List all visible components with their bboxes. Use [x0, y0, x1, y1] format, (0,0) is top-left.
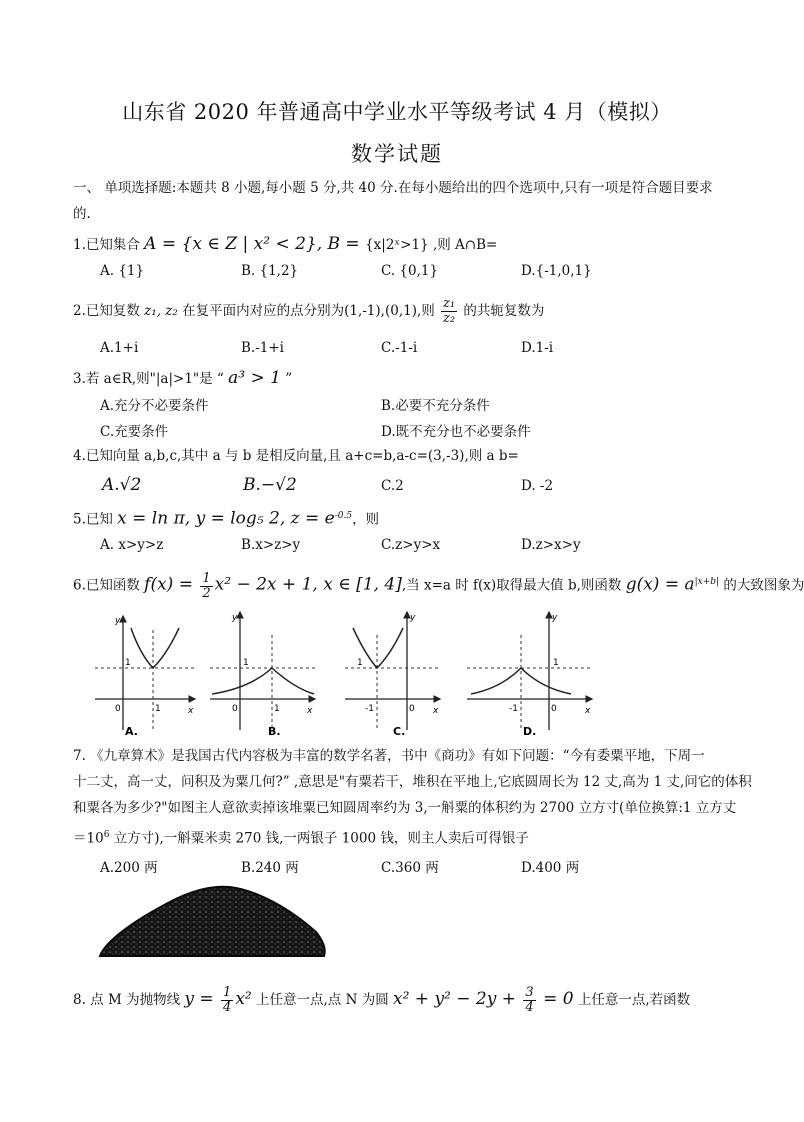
- q1-option-b: B. {1,2}: [241, 263, 299, 279]
- svg-text:1: 1: [125, 658, 131, 668]
- q4-option-d: D. -2: [521, 478, 554, 494]
- page-title: 山东省 2020 年普通高中学业水平等级考试 4 月（模拟）: [122, 100, 672, 124]
- question-7-line4: $=10^6$ 立方寸),一斛粟米卖 270 钱,一两银子 1000 钱，则主人卖后可得银子: [73, 830, 529, 847]
- page-subtitle: 数学试题: [351, 142, 443, 166]
- graph-b: [210, 612, 315, 738]
- q3-option-c: C.充要条件: [100, 424, 169, 440]
- q1-set-b: {x|2ˣ>1}: [365, 237, 429, 253]
- graph-a: [95, 616, 195, 738]
- svg-text:0: 0: [551, 704, 557, 714]
- svg-text:0: 0: [232, 704, 238, 714]
- question-1: 1.已知集合 A = {x ∈ Z | x² < 2}, B = {x|2ˣ>1} ,则 A∩B=: [73, 234, 498, 254]
- svg-text:y: y: [232, 613, 238, 623]
- question-7: 7. 《九章算术》是我国古代内容极为丰富的数学名著，书中《商功》有如下问题：“今有委粟平地，下周一: [73, 748, 705, 764]
- question-6: 6.已知函数 f(x) = $\frac{1}{2}$ x² − 2x + 1, x ∈ [1, 4],当 x=a 时 f(x)取得最大值 b,则函数 $g(x) = a^{|x+b|}$ 的大致图象为: [73, 570, 804, 601]
- q6-graphs: [95, 610, 735, 740]
- q1-option-a: A. {1}: [100, 263, 145, 279]
- q5-option-d: D.z>x>y: [521, 537, 581, 553]
- graph-d: [467, 612, 592, 738]
- svg-text:-1: -1: [365, 704, 374, 714]
- question-7-line3: 和粟各为多少?"如图主人意欲卖掉该堆粟已知圆周率约为 3,一斛粟的体积约为 2700 立方寸(单位换算:1 立方丈: [73, 800, 737, 816]
- q4-option-c: C.2: [381, 478, 404, 494]
- section-intro-cont: 的.: [73, 206, 91, 222]
- q1-option-d: D.{-1,0,1}: [521, 263, 592, 279]
- q2-option-c: C.-1-i: [381, 340, 418, 356]
- q2-option-d: D.1-i: [521, 340, 554, 356]
- svg-text:0: 0: [115, 704, 121, 714]
- svg-text:y: y: [115, 616, 121, 626]
- q2-option-a: A.1+i: [100, 340, 139, 356]
- section-intro: 一、 单项选择题:本题共 8 小题,每小题 5 分,共 40 分.在每小题给出的四个选项中,只有一项是符合题目要求: [73, 180, 713, 196]
- q7-option-d: D.400 两: [521, 860, 580, 876]
- svg-text:D.: D.: [523, 725, 537, 738]
- question-7-line2: 十二丈，高一丈，问积及为粟几何?” ,意思是"有粟若干，堆积在平地上,它底圆周长为 12 丈,高为 1 丈,问它的体积: [73, 774, 752, 790]
- graph-c: [345, 612, 440, 738]
- q7-option-b: B.240 两: [241, 860, 299, 876]
- svg-text:x: x: [585, 706, 591, 716]
- svg-text:x: x: [433, 706, 439, 716]
- q5-option-a: A. x>y>z: [100, 537, 164, 553]
- q5-option-c: C.z>y>x: [381, 537, 441, 553]
- q7-option-c: C.360 两: [381, 860, 439, 876]
- q4-option-b: B.−√2: [243, 475, 297, 495]
- q3-option-a: A.充分不必要条件: [100, 398, 209, 414]
- svg-text:1: 1: [553, 658, 559, 668]
- q2-fraction: $\frac{\text{z₁}}{\text{z₂}}$: [443, 296, 456, 326]
- svg-text:x: x: [307, 706, 313, 716]
- question-3: 3.若 a∈R,则"|a|>1"是 “ a³ > 1 ”: [73, 368, 293, 388]
- svg-text:0: 0: [409, 704, 415, 714]
- question-5: 5.已知 x = ln π, y = log₅ 2, $z = e^{-0.5}$，则: [73, 508, 380, 529]
- question-4: 4.已知向量 a,b,c,其中 a 与 b 是相反向量,且 a+c=b,a-c=(3,-3),则 a b=: [73, 448, 519, 464]
- svg-text:y: y: [410, 613, 416, 623]
- svg-text:1: 1: [155, 704, 161, 714]
- grain-pile-image: [96, 880, 328, 960]
- q1-set-a: A = {x ∈ Z | x² < 2}, B =: [144, 234, 366, 254]
- svg-text:x: x: [188, 706, 194, 716]
- q3-option-b: B.必要不充分条件: [381, 398, 490, 414]
- svg-text:B.: B.: [268, 725, 281, 738]
- svg-text:1: 1: [274, 704, 280, 714]
- question-8: 8. 点 M 为抛物线 y = $\frac{1}{4}$ x² 上任意一点,点 N 为圆 x² + y² − 2y + $\frac{3}{4}$ = 0 上任意一点,若函数: [73, 985, 691, 1015]
- q2-option-b: B.-1+i: [241, 340, 284, 356]
- q5-option-b: B.x>z>y: [241, 537, 301, 553]
- svg-text:-1: -1: [509, 704, 518, 714]
- q1-option-c: C. {0,1}: [381, 263, 439, 279]
- svg-text:y: y: [552, 613, 558, 623]
- svg-text:A.: A.: [125, 725, 138, 738]
- q7-option-a: A.200 两: [100, 860, 158, 876]
- svg-text:C.: C.: [393, 725, 406, 738]
- q4-option-a: A.√2: [102, 475, 142, 495]
- q3-option-d: D.既不充分也不必要条件: [381, 424, 531, 440]
- question-2: 2.已知复数 z₁, z₂ 在复平面内对应的点分别为(1,-1),(0,1),则 $\frac{\text{z₁}}{\text{z₂}}$ 的共轭复数为: [73, 296, 545, 326]
- svg-text:1: 1: [357, 658, 363, 668]
- svg-text:1: 1: [243, 658, 249, 668]
